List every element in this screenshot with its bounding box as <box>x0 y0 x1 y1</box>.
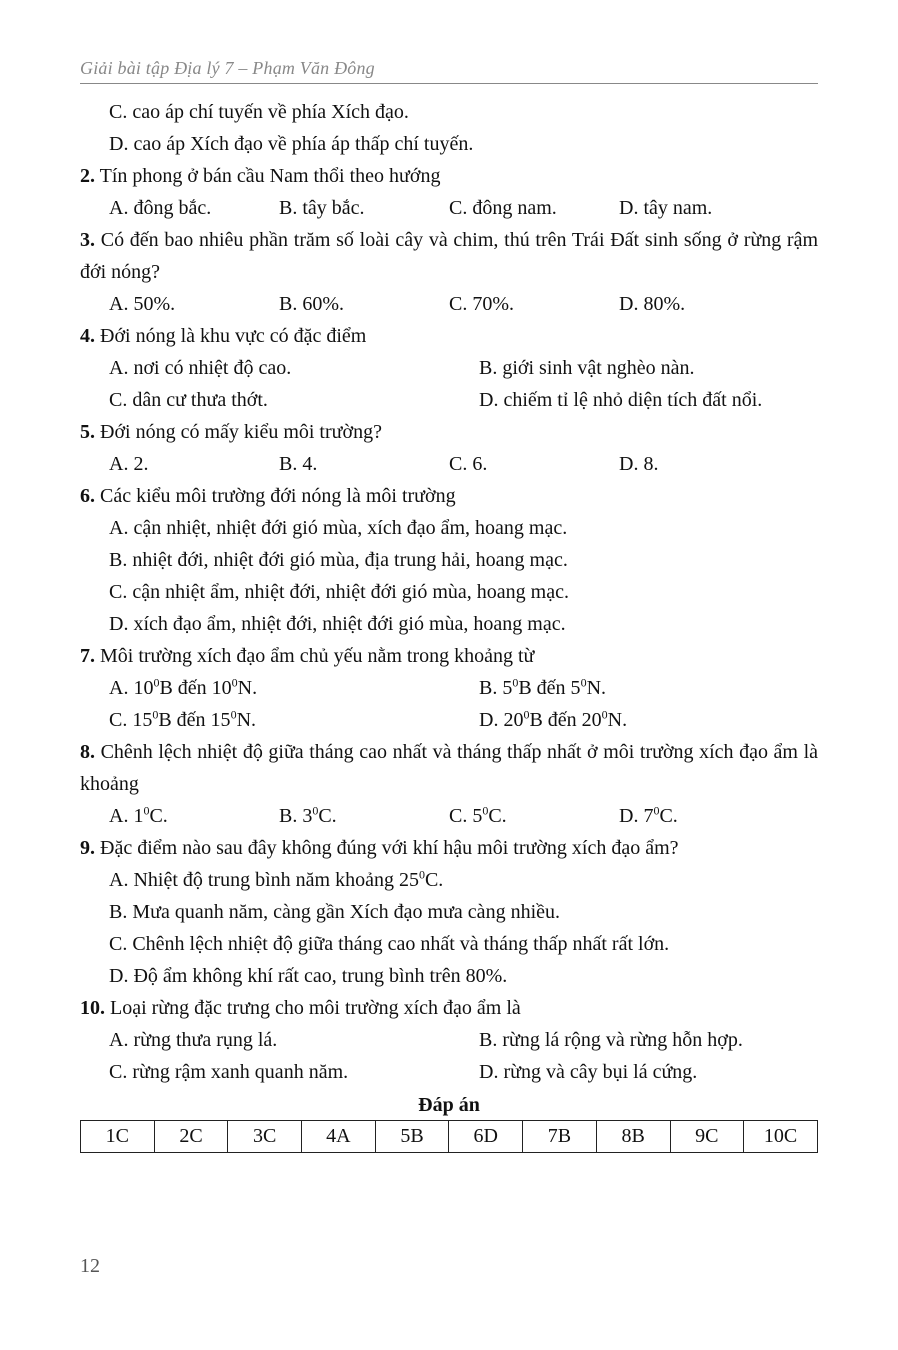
option-d-continued: D. cao áp Xích đạo về phía áp thấp chí tuyến. <box>109 133 474 155</box>
option-b: B. rừng lá rộng và rừng hỗn hợp. <box>479 1029 743 1051</box>
option-c: C. $5^0C$. <box>449 803 507 827</box>
question-8 <box>80 736 818 800</box>
question-9 <box>80 832 818 864</box>
question-4 <box>80 320 818 352</box>
option-b: B. 4. <box>279 453 318 475</box>
question-text: Đới nóng là khu vực có đặc điểm <box>100 325 367 347</box>
option-a: A. rừng thưa rụng lá. <box>109 1029 278 1051</box>
option-d: D. rừng và cây bụi lá cứng. <box>479 1061 698 1083</box>
option-c: C. Chênh lệch nhiệt độ giữa tháng cao nhất và tháng thấp nhất rất lớn. <box>109 933 670 955</box>
option-b: B. 60%. <box>279 293 344 315</box>
question-text: Môi trường xích đạo ẩm chủ yếu nằm trong khoảng từ <box>100 645 535 667</box>
question-10 <box>80 992 818 1024</box>
page-content <box>80 96 818 1153</box>
question-7-options-cd <box>80 704 818 736</box>
option-b: B. $5^0B$ đến $5^0N$. <box>479 675 607 699</box>
answer-cell: 6D <box>449 1121 523 1153</box>
page-number: 12 <box>80 1255 100 1277</box>
question-text: Đới nóng có mấy kiểu môi trường? <box>100 421 382 443</box>
question-5-options <box>80 448 818 480</box>
option-d: D. Độ ẩm không khí rất cao, trung bình trên 80%. <box>109 965 508 987</box>
question-number: 8. <box>80 741 95 763</box>
question-3-options <box>80 288 818 320</box>
question-4-options-cd <box>80 384 818 416</box>
answer-cell: 1C <box>81 1121 155 1153</box>
question-text: Loại rừng đặc trưng cho môi trường xích đạo ẩm là <box>110 997 521 1019</box>
option-a: A. cận nhiệt, nhiệt đới gió mùa, xích đạo ẩm, hoang mạc. <box>109 517 568 539</box>
answer-cell: 8B <box>596 1121 670 1153</box>
question-number: 6. <box>80 485 95 507</box>
question-7 <box>80 640 818 672</box>
option-b: B. $3^0C$. <box>279 803 337 827</box>
option-d: D. xích đạo ẩm, nhiệt đới, nhiệt đới gió mùa, hoang mạc. <box>109 613 566 635</box>
question-number: 5. <box>80 421 95 443</box>
question-number: 3. <box>80 229 95 251</box>
question-2 <box>80 160 818 192</box>
answers-title: Đáp án <box>418 1094 480 1116</box>
option-d: D. 8. <box>619 453 659 475</box>
question-10-options-ab <box>80 1024 818 1056</box>
option-c: C. $15^0B$ đến $15^0N$. <box>109 707 257 731</box>
option-d: D. $20^0B$ đến $20^0N$. <box>479 707 628 731</box>
question-number: 4. <box>80 325 95 347</box>
question-number: 2. <box>80 165 95 187</box>
answer-cell: 5B <box>375 1121 449 1153</box>
question-2-options <box>80 192 818 224</box>
question-4-options-ab <box>80 352 818 384</box>
option-d: D. $7^0C$. <box>619 803 678 827</box>
option-c: C. 6. <box>449 453 488 475</box>
answer-cell: 7B <box>523 1121 597 1153</box>
header-rule <box>80 83 818 84</box>
option-b: B. tây bắc. <box>279 197 365 219</box>
option-d: D. 80%. <box>619 293 686 315</box>
answer-cell: 3C <box>228 1121 302 1153</box>
option-b: B. nhiệt đới, nhiệt đới gió mùa, địa trung hải, hoang mạc. <box>109 549 568 571</box>
option-c: C. dân cư thưa thớt. <box>109 389 268 411</box>
question-text: Đặc điểm nào sau đây không đúng với khí hậu môi trường xích đạo ẩm? <box>100 837 679 859</box>
running-header: Giải bài tập Địa lý 7 – Phạm Văn Đông <box>80 58 375 78</box>
option-b: B. Mưa quanh năm, càng gần Xích đạo mưa càng nhiều. <box>109 901 560 923</box>
question-7-options-ab <box>80 672 818 704</box>
option-a: A. $10^0B$ đến $10^0N$. <box>109 675 258 699</box>
question-number: 7. <box>80 645 95 667</box>
option-a: A. Nhiệt độ trung bình năm khoảng $25^0C$. <box>109 867 444 891</box>
answer-cell: 10C <box>744 1121 818 1153</box>
option-c: C. đông nam. <box>449 197 557 219</box>
option-a: A. đông bắc. <box>109 197 212 219</box>
answer-cell: 4A <box>302 1121 376 1153</box>
answer-row <box>81 1121 818 1153</box>
option-a: A. 2. <box>109 453 149 475</box>
option-b: B. giới sinh vật nghèo nàn. <box>479 357 695 379</box>
option-d: D. tây nam. <box>619 197 713 219</box>
question-number: 9. <box>80 837 95 859</box>
answer-cell: 9C <box>670 1121 744 1153</box>
option-a: A. 50%. <box>109 293 176 315</box>
question-3 <box>80 224 818 288</box>
option-a: A. nơi có nhiệt độ cao. <box>109 357 292 379</box>
question-5 <box>80 416 818 448</box>
answer-cell: 2C <box>154 1121 228 1153</box>
question-number: 10. <box>80 997 105 1019</box>
question-text: Có đến bao nhiêu phần trăm số loài cây và chim, thú trên Trái Đất sinh sống ở rừng rậm đới nóng? <box>80 229 819 283</box>
option-c: C. 70%. <box>449 293 514 315</box>
answer-table <box>80 1120 818 1153</box>
option-a: A. $1^0C$. <box>109 803 168 827</box>
question-text: Chênh lệch nhiệt độ giữa tháng cao nhất và tháng thấp nhất ở môi trường xích đạo ẩm là khoảng <box>80 741 819 795</box>
option-c-continued: C. cao áp chí tuyến về phía Xích đạo. <box>109 101 409 123</box>
option-c: C. cận nhiệt ẩm, nhiệt đới, nhiệt đới gió mùa, hoang mạc. <box>109 581 569 603</box>
question-6 <box>80 480 818 512</box>
option-c: C. rừng rậm xanh quanh năm. <box>109 1061 349 1083</box>
question-text: Các kiểu môi trường đới nóng là môi trường <box>100 485 456 507</box>
question-10-options-cd <box>80 1056 818 1088</box>
option-d: D. chiếm tỉ lệ nhỏ diện tích đất nổi. <box>479 389 763 411</box>
question-text: Tín phong ở bán cầu Nam thổi theo hướng <box>99 165 441 187</box>
question-8-options <box>80 800 818 832</box>
